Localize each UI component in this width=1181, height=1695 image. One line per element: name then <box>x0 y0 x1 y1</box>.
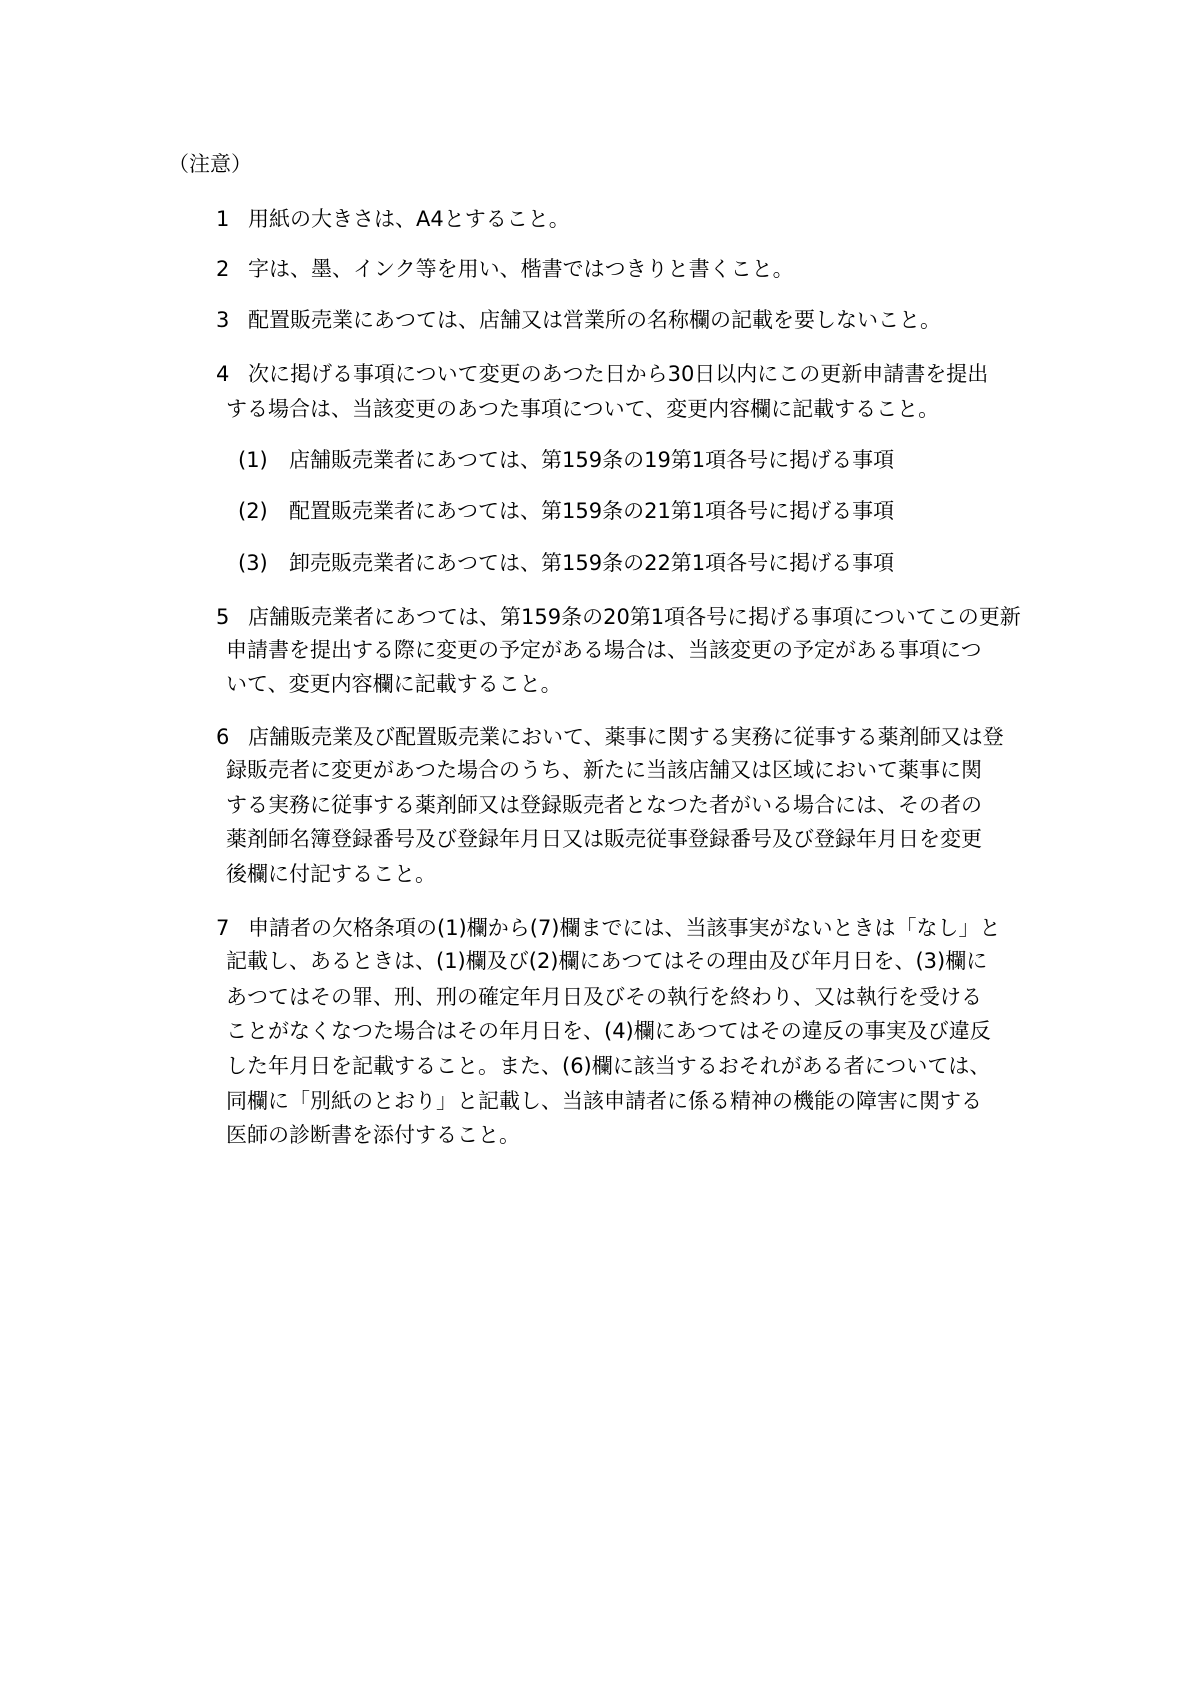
item-text-line: 店舗販売業者にあつては、第159条の20第1項各号に掲げる事項についてこの更新 <box>248 605 1021 629</box>
item-text-line: 薬剤師名簿登録番号及び登録年月日又は販売従事登録番号及び登録年月日を変更 <box>226 827 982 851</box>
subitem-number: (2) <box>238 499 268 523</box>
item-number: 2 <box>216 257 230 281</box>
subitem-text: 店舗販売業者にあつては、第159条の19第1項各号に掲げる事項 <box>289 448 895 472</box>
item-number: 7 <box>216 916 230 940</box>
item-text-line: 医師の診断書を添付すること。 <box>226 1123 520 1147</box>
item-text-line: いて、変更内容欄に記載すること。 <box>226 672 562 696</box>
item-text-line: 申請書を提出する際に変更の予定がある場合は、当該変更の予定がある事項につ <box>226 638 982 662</box>
subitem-text: 卸売販売業者にあつては、第159条の22第1項各号に掲げる事項 <box>289 551 895 575</box>
item-text-line: 申請者の欠格条項の(1)欄から(7)欄までには、当該事実がないときは「なし」と <box>248 916 1001 940</box>
item-number: 5 <box>216 605 230 629</box>
item-text-line: 次に掲げる事項について変更のあつた日から30日以内にこの更新申請書を提出 <box>248 362 989 386</box>
item-text-line: ことがなくなつた場合はその年月日を、(4)欄にあつてはその違反の事実及び違反 <box>226 1019 991 1043</box>
item-text-line: 字は、墨、インク等を用い、楷書ではつきりと書くこと。 <box>248 257 794 281</box>
item-text-line: した年月日を記載すること。また、(6)欄に該当するおそれがある者については、 <box>226 1054 991 1078</box>
heading: （注意） <box>168 152 252 176</box>
item-text-line: 店舗販売業及び配置販売業において、薬事に関する実務に従事する薬剤師又は登 <box>248 725 1004 749</box>
item-text-line: 録販売者に変更があつた場合のうち、新たに当該店舗又は区域において薬事に関 <box>226 758 982 782</box>
subitem-text: 配置販売業者にあつては、第159条の21第1項各号に掲げる事項 <box>289 499 895 523</box>
item-number: 6 <box>216 725 230 749</box>
subitem-number: (3) <box>238 551 268 575</box>
item-text-line: する場合は、当該変更のあつた事項について、変更内容欄に記載すること。 <box>226 397 940 421</box>
item-text-line: 用紙の大きさは、A4とすること。 <box>248 207 570 231</box>
item-text-line: あつてはその罪、刑、刑の確定年月日及びその執行を終わり、又は執行を受ける <box>226 985 982 1009</box>
item-number: 4 <box>216 362 230 386</box>
item-text-line: する実務に従事する薬剤師又は登録販売者となつた者がいる場合には、その者の <box>226 793 982 817</box>
item-text-line: 記載し、あるときは、(1)欄及び(2)欄にあつてはその理由及び年月日を、(3)欄に <box>226 949 988 973</box>
item-number: 1 <box>216 207 230 231</box>
subitem-number: (1) <box>238 448 268 472</box>
item-text-line: 同欄に「別紙のとおり」と記載し、当該申請者に係る精神の機能の障害に関する <box>226 1089 982 1113</box>
item-number: 3 <box>216 308 230 332</box>
item-text-line: 後欄に付記すること。 <box>226 862 436 886</box>
item-text-line: 配置販売業にあつては、店舗又は営業所の名称欄の記載を要しないこと。 <box>248 308 941 332</box>
